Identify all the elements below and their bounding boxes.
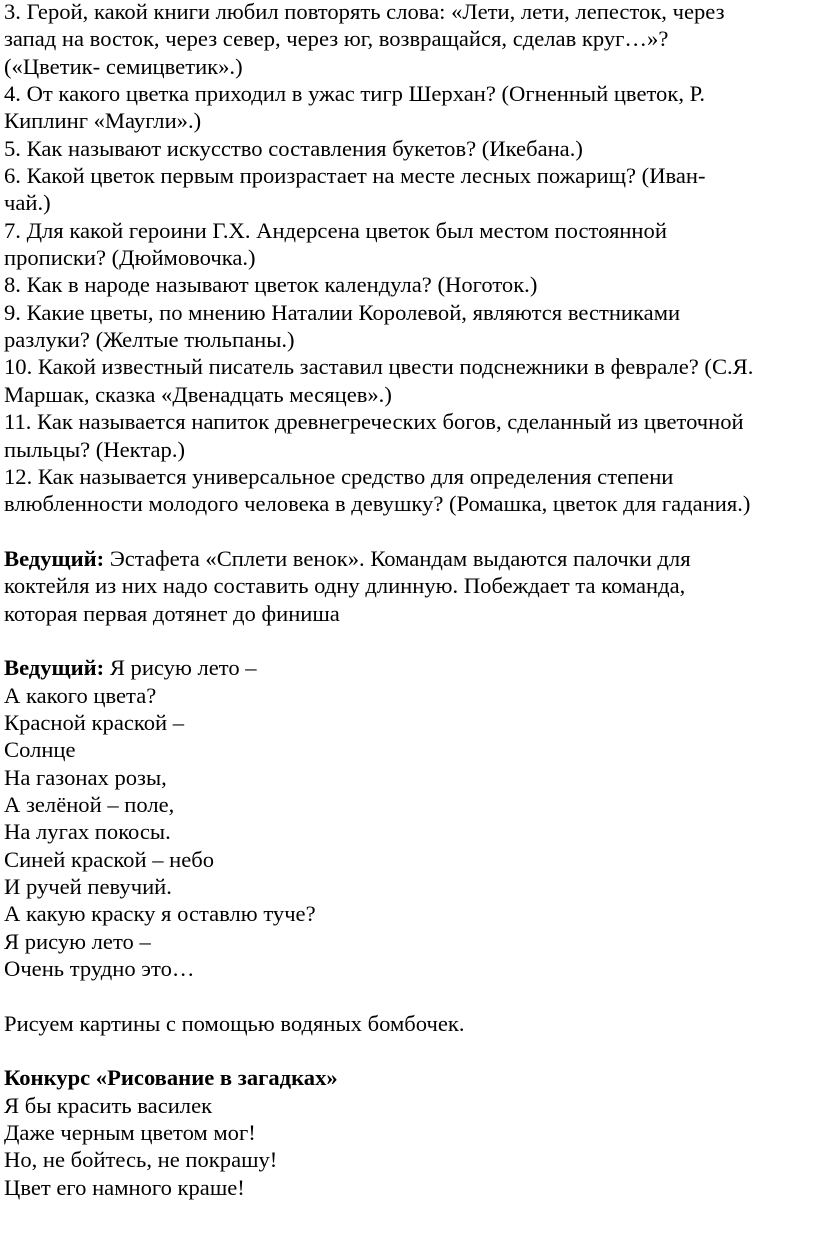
question-4 [4,80,814,135]
poem-line: Я рисую лето – [4,928,151,954]
question-9-line-2: разлуки? (Желтые тюльпаны.) [4,327,295,353]
contest-title [4,1064,814,1091]
question-3 [4,0,814,80]
poem-line: А какого цвета? [4,682,157,708]
poem-first-text: Я рисую лето – [104,655,257,681]
poem-line: И ручей певучий. [4,874,172,899]
riddle-line: Цвет его намного краше! [4,1174,245,1200]
question-10-line-1: 10. Какой известный писатель заставил цвести подснежники в феврале? (С.Я. [4,354,754,380]
question-11-line-2: пыльцы? (Нектар.) [4,436,185,462]
relay-text-1: Эстафета «Сплети венок». Командам выдаются палочки для [104,545,691,571]
relay-line-1 [4,545,814,572]
question-5-line-1: 5. Как называют искусство составления букетов? (Икебана.) [4,135,583,161]
question-12-line-2: влюбленности молодого человека в девушку? (Ромашка, цветок для гадания.) [4,491,751,517]
question-11 [4,408,814,463]
poem-speaker: Ведущий: [4,655,105,681]
blank-line [4,982,814,1009]
question-11-line-1: 11. Как называется напиток древнегреческих богов, сделанный из цветочной [4,409,744,435]
poem-line: Очень трудно это… [4,956,195,982]
question-12 [4,463,814,518]
relay-line-2: коктейля из них надо составить одну длинную. Побеждает та команда, [4,573,686,599]
contest-title-text: Конкурс «Рисование в загадках» [4,1065,338,1091]
question-3-line-1: 3. Герой, какой книги любил повторять слова: «Лети, лети, лепесток, через [4,0,725,24]
poem-line: Красной краской – [4,709,185,735]
question-7-line-1: 7. Для какой героини Г.Х. Андерсена цветок был местом постоянной [4,217,667,243]
relay-speaker: Ведущий: [4,545,105,571]
blank-line [4,627,814,654]
question-9-line-1: 9. Какие цветы, по мнению Наталии Королевой, являются вестниками [4,299,681,325]
question-6 [4,162,814,217]
poem-line: А какую краску я оставлю туче? [4,901,316,927]
contest-section [4,1064,814,1201]
question-4-line-2: Киплинг «Маугли».) [4,108,202,134]
riddle-line: Даже черным цветом мог! [4,1120,256,1146]
poem-line: Солнце [4,737,76,763]
question-7 [4,217,814,272]
riddle-line: Но, не бойтесь, не покрашу! [4,1147,278,1173]
question-5 [4,135,814,162]
question-3-line-3: («Цветик- семицветик».) [4,53,243,79]
question-8-line-1: 8. Как в народе называют цветок календула? (Ноготок.) [4,272,538,298]
question-4-line-1: 4. От какого цветка приходил в ужас тигр Шерхан? (Огненный цветок, Р. [4,81,706,107]
riddle-line: Я бы красить василек [4,1092,213,1118]
question-10 [4,353,814,408]
poem-line: А зелёной – поле, [4,791,175,817]
question-3-line-2: запад на восток, через север, через юг, возвращайся, сделав круг…»? [4,26,669,52]
poem-line: На лугах покосы. [4,819,171,845]
poem [4,654,814,982]
question-6-line-2: чай.) [4,190,51,216]
question-10-line-2: Маршак, сказка «Двенадцать месяцев».) [4,381,392,407]
blank-line [4,518,814,545]
poem-line: На газонах розы, [4,764,167,790]
question-7-line-2: прописки? (Дюймовочка.) [4,245,256,271]
poem-line: Синей краской – небо [4,846,215,872]
relay-line-3: которая первая дотянет до финиша [4,600,340,626]
question-12-line-1: 12. Как называется универсальное средство для определения степени [4,463,674,489]
water-bombs-paragraph: Рисуем картины с помощью водяных бомбочек. [4,1010,465,1036]
poem-line-1 [4,654,814,681]
relay-paragraph [4,545,814,627]
question-8 [4,271,814,298]
question-6-line-1: 6. Какой цветок первым произрастает на месте лесных пожарищ? (Иван- [4,163,706,189]
question-9 [4,299,814,354]
blank-line [4,1037,814,1064]
document-page [4,0,814,1201]
